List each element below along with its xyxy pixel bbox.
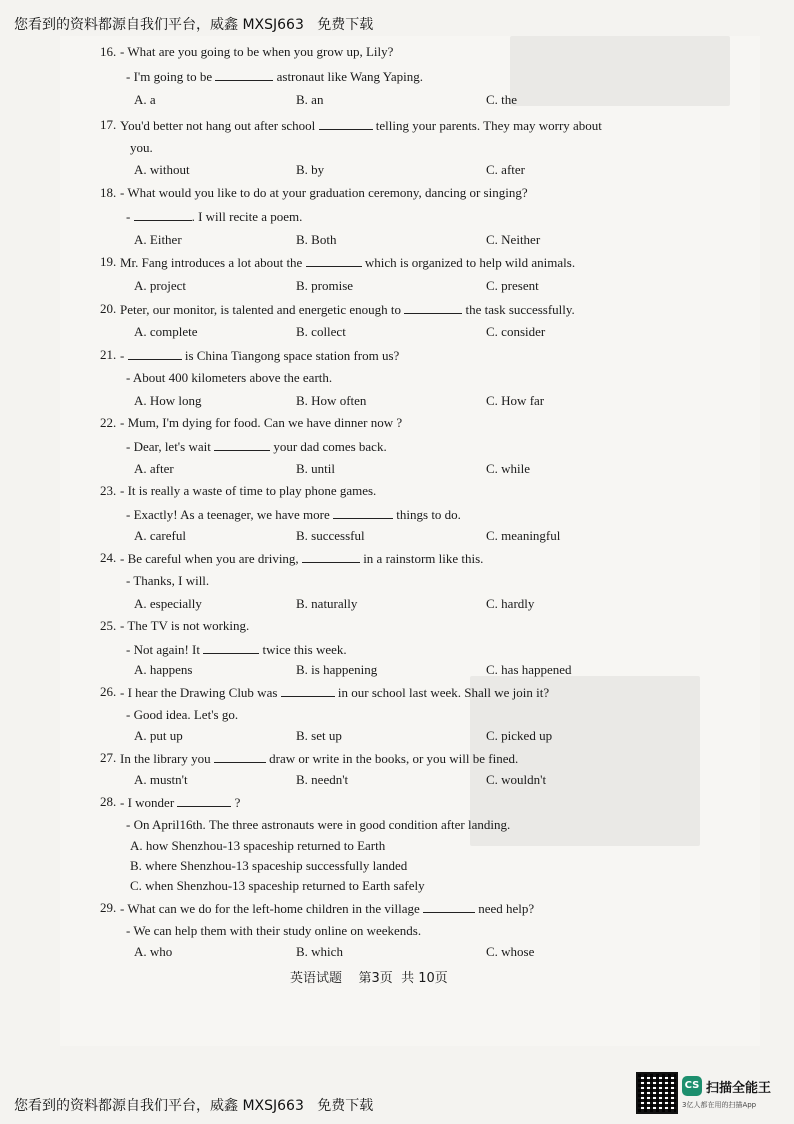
- question-text: draw or write in the books, or you will be fined.: [265, 751, 519, 766]
- answer-option-a: A. put up: [134, 728, 183, 743]
- question-number: 26.: [100, 684, 117, 699]
- question-text: in our school last week. Shall we join it?: [334, 685, 550, 700]
- question-text: - Thanks, I will.: [126, 573, 210, 588]
- question-line: [120, 900, 534, 917]
- question-number: 29.: [100, 900, 117, 915]
- answer-blank: [333, 506, 393, 519]
- question-line: [120, 301, 575, 318]
- question-line: [126, 923, 421, 939]
- answer-blank: [214, 438, 270, 451]
- question-line: [126, 817, 510, 833]
- answer-option-b: B. collect: [296, 324, 346, 339]
- question-text: - Be careful when you are driving,: [120, 551, 302, 566]
- answer-option-c: C. has happened: [486, 662, 572, 677]
- answer-option-c: C. hardly: [486, 596, 535, 611]
- answer-option-c: C. wouldn't: [486, 772, 547, 787]
- answer-blank: [404, 301, 462, 314]
- answer-option-a: A. careful: [134, 528, 186, 543]
- question-text: need help?: [474, 901, 535, 916]
- question-line: [120, 44, 393, 60]
- question-text: - We can help them with their study online on weekends.: [126, 923, 422, 938]
- answer-option-b: B. How often: [296, 393, 367, 408]
- question-line: [126, 208, 302, 225]
- question-text: - Dear, let's wait: [126, 439, 215, 454]
- question-number: 20.: [100, 301, 117, 316]
- question-text: you.: [130, 140, 153, 155]
- answer-blank: [302, 550, 360, 563]
- question-line: [126, 370, 332, 386]
- question-text: astronaut like Wang Yaping.: [273, 69, 424, 84]
- answer-option-a: A. after: [134, 461, 174, 476]
- answer-option-b: B. an: [296, 92, 324, 107]
- top-watermark-banner: 您看到的资料都源自我们平台，威鑫 MXSJ663 免费下载: [14, 17, 374, 33]
- question-line: [126, 68, 423, 85]
- question-line: [120, 750, 518, 767]
- question-line: [120, 415, 402, 431]
- answer-option-b: B. successful: [296, 528, 365, 543]
- question-number: 16.: [100, 44, 117, 59]
- question-text: - What can we do for the left-home children in the village: [120, 901, 423, 916]
- question-text: ?: [231, 795, 241, 810]
- answer-blank: [306, 254, 362, 267]
- answer-option-a: A. How long: [134, 393, 202, 408]
- answer-option-b: B. promise: [296, 278, 354, 293]
- question-text: your dad comes back.: [270, 439, 387, 454]
- question-text: You'd better not hang out after school: [120, 118, 319, 133]
- question-line: [126, 506, 461, 523]
- question-text: in a rainstorm like this.: [359, 551, 484, 566]
- question-line: [126, 707, 238, 723]
- answer-blank: [215, 68, 273, 81]
- question-text: - It is really a waste of time to play phone games.: [120, 483, 377, 498]
- question-number: 24.: [100, 550, 117, 565]
- answer-blank: [423, 900, 475, 913]
- answer-option-c: C. Neither: [486, 232, 541, 247]
- answer-blank: [134, 208, 192, 221]
- question-line: [126, 438, 387, 455]
- answer-option-b: B. until: [296, 461, 336, 476]
- answer-option-a: A. without: [134, 162, 190, 177]
- question-line: [120, 254, 575, 271]
- question-line: [120, 550, 483, 567]
- answer-blank: [177, 794, 231, 807]
- question-number: 22.: [100, 415, 117, 430]
- answer-option-c: C. picked up: [486, 728, 553, 743]
- question-text: -: [120, 348, 128, 363]
- question-line: [120, 483, 376, 499]
- answer-option-a: A. especially: [134, 596, 202, 611]
- question-text: - What would you like to do at your graduation ceremony, dancing or singing?: [120, 185, 528, 200]
- answer-option-a: A. project: [134, 278, 186, 293]
- question-text: In the library you: [120, 751, 214, 766]
- answer-option-b: B. is happening: [296, 662, 378, 677]
- camscanner-logo-icon: CS: [682, 1076, 702, 1096]
- question-line: [120, 794, 240, 811]
- answer-blank: [214, 750, 266, 763]
- question-text: - What are you going to be when you grow up, Lily?: [120, 44, 394, 59]
- question-number: 18.: [100, 185, 117, 200]
- question-number: 28.: [100, 794, 117, 809]
- question-line: [130, 878, 425, 894]
- question-text: B. where Shenzhou-13 spaceship successfully landed: [130, 858, 408, 873]
- question-text: - Exactly! As a teenager, we have more: [126, 507, 334, 522]
- question-text: -: [126, 209, 134, 224]
- question-text: twice this week.: [259, 642, 347, 657]
- question-number: 21.: [100, 347, 117, 362]
- answer-blank: [281, 684, 335, 697]
- answer-blank: [319, 117, 373, 130]
- question-line: [120, 185, 528, 201]
- answer-option-c: C. meaningful: [486, 528, 561, 543]
- answer-option-a: A. happens: [134, 662, 193, 677]
- scanner-app-name: 扫描全能王: [706, 1081, 772, 1096]
- answer-blank: [128, 347, 182, 360]
- answer-option-c: C. whose: [486, 944, 535, 959]
- answer-option-b: B. by: [296, 162, 325, 177]
- answer-option-a: A. a: [134, 92, 156, 107]
- answer-option-c: C. the: [486, 92, 518, 107]
- answer-option-c: C. after: [486, 162, 525, 177]
- bleed-through-block: [510, 36, 730, 106]
- question-text: the task successfully.: [462, 302, 575, 317]
- question-text: - Not again! It: [126, 642, 204, 657]
- question-text: . I will recite a poem.: [191, 209, 303, 224]
- question-text: - I'm going to be: [126, 69, 216, 84]
- answer-option-b: B. needn't: [296, 772, 349, 787]
- question-text: A. how Shenzhou-13 spaceship returned to Earth: [130, 838, 386, 853]
- question-number: 19.: [100, 254, 117, 269]
- question-text: - I hear the Drawing Club was: [120, 685, 281, 700]
- answer-blank: [203, 641, 259, 654]
- question-line: [120, 618, 249, 634]
- question-line: [120, 347, 399, 364]
- question-line: [130, 858, 407, 874]
- question-line: [130, 838, 385, 854]
- question-line: [126, 573, 209, 589]
- question-number: 23.: [100, 483, 117, 498]
- question-text: is China Tiangong space station from us?: [181, 348, 400, 363]
- question-text: Mr. Fang introduces a lot about the: [120, 255, 306, 270]
- answer-option-c: C. while: [486, 461, 531, 476]
- question-line: [120, 117, 602, 134]
- question-text: Peter, our monitor, is talented and energetic enough to: [120, 302, 405, 317]
- answer-option-b: B. which: [296, 944, 343, 959]
- answer-option-b: B. Both: [296, 232, 337, 247]
- answer-option-b: B. naturally: [296, 596, 358, 611]
- answer-option-b: B. set up: [296, 728, 342, 743]
- answer-option-a: A. who: [134, 944, 173, 959]
- question-number: 27.: [100, 750, 117, 765]
- question-text: C. when Shenzhou-13 spaceship returned to Earth safely: [130, 878, 425, 893]
- scanner-app-tagline: 3亿人都在用的扫描App: [682, 1101, 757, 1109]
- question-line: [130, 140, 153, 156]
- answer-option-a: A. Either: [134, 232, 182, 247]
- question-number: 17.: [100, 117, 117, 132]
- question-text: - On April16th. The three astronauts were in good condition after landing.: [126, 817, 511, 832]
- question-text: things to do.: [393, 507, 461, 522]
- question-text: - Mum, I'm dying for food. Can we have dinner now ?: [120, 415, 403, 430]
- bottom-watermark-banner: 您看到的资料都源自我们平台，威鑫 MXSJ663 免费下载: [14, 1098, 374, 1114]
- question-text: - The TV is not working.: [120, 618, 250, 633]
- question-number: 25.: [100, 618, 117, 633]
- answer-option-c: C. consider: [486, 324, 546, 339]
- question-text: - Good idea. Let's go.: [126, 707, 239, 722]
- question-text: - About 400 kilometers above the earth.: [126, 370, 333, 385]
- answer-option-c: C. present: [486, 278, 539, 293]
- page-footer: 英语试题 第3页 共 10页: [290, 971, 448, 986]
- question-text: telling your parents. They may worry about: [372, 118, 602, 133]
- question-text: - I wonder: [120, 795, 178, 810]
- answer-option-a: A. complete: [134, 324, 198, 339]
- answer-option-a: A. mustn't: [134, 772, 188, 787]
- qr-code-icon: [636, 1072, 678, 1114]
- answer-option-c: C. How far: [486, 393, 545, 408]
- question-line: [126, 641, 347, 658]
- question-line: [120, 684, 549, 701]
- question-text: which is organized to help wild animals.: [361, 255, 576, 270]
